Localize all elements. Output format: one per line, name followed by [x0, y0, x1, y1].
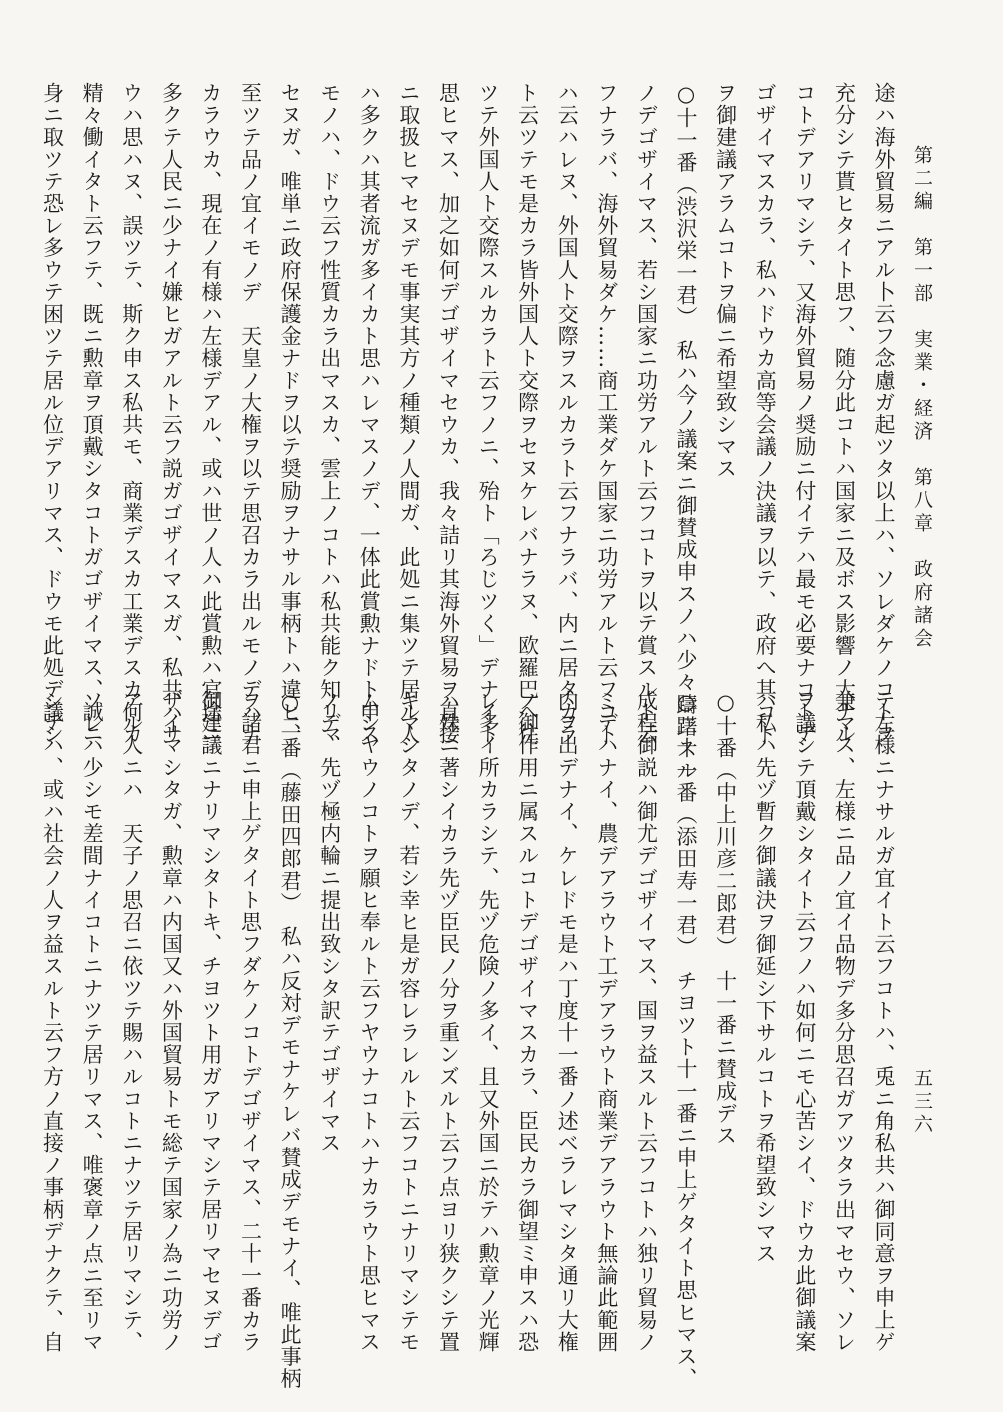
text-column: ヲ諸君ニ申上ゲタイト思フダケノコトデゴザイマス、二十一番カラ	[238, 690, 263, 1353]
text-column: 成程御説ハ御尤デゴザイマス、国ヲ益スルト云フコトハ独リ貿易ノ	[634, 690, 659, 1353]
running-header: 第二編 第一部 実業・経済 第八章 政府諸会	[911, 145, 933, 651]
text-column: ノデ、先ヅ極内輪ニ提出致シタ訳テゴザイマス	[317, 690, 342, 1155]
page-number: 五三六	[911, 1068, 933, 1137]
text-column: ウハ思ハヌ、誤ツテ、斯ク申ス私共モ、商業デスカ工業デスカ何カ	[119, 82, 144, 745]
text-column: カラウカ、現在ノ有様ハ左様デアル、或ハ世ノ人ハ此賞勲ハ官途ニ	[198, 82, 223, 745]
text-column: 兼マス、左様ニ品ノ宜イ品物デ多分思召ガアツタラ出マセウ、ソレ	[832, 690, 857, 1353]
speaker-column: ○十一番（渋沢栄一君） 私ハ今ノ議案ニ御賛成申スノハ少々躊躇スル	[674, 82, 699, 782]
text-column: ト云ツテモ是カラ皆外国人ト交際ヲセヌケレバナラヌ、欧羅巴へ往	[515, 82, 540, 745]
text-column: テ左様ニナサルガ宜イト云フコトハ、兎ニ角私共ハ御同意ヲ申上ゲ	[872, 690, 896, 1353]
bottom-text-block	[40, 690, 903, 1390]
text-column: 多クテ人民ニ少ナイ嫌ヒガアルト云フ説ガゴザイマスガ、私共ハサ	[159, 82, 184, 745]
text-column: ノ御作用ニ属スルコトデゴザイマスカラ、臣民カラ御望ミ申スハ恐	[515, 690, 540, 1353]
text-column: ヲ議シテ頂戴シタイト云フノハ如何ニモ心苦シイ、ドウカ此御議案	[792, 690, 817, 1353]
top-text-block	[40, 82, 903, 782]
text-column: 途ハ海外貿易ニアル卜云フ念慮ガ起ツタ以上ハ、ソレダケノコトヲ	[872, 82, 896, 745]
text-column: ザイマシタガ、勲章ハ内国又ハ外国貿易トモ総テ国家ノ為ニ功労ノ	[159, 690, 184, 1353]
text-column: セヌガ、唯単ニ政府保護金ナドヲ以テ奨励ヲナサル事柄トハ違ヒ、	[278, 82, 303, 745]
text-column: ヲ御建議アラムコトヲ偏ニ希望致シマス	[713, 82, 738, 480]
text-column: ノデゴザイマス、若シ国家ニ功労アルト云フコトヲ以テ賞スルト云	[634, 82, 659, 745]
text-column: 内ヲ出デナイ、ケレドモ是ハ丁度十一番ノ述ベラレマシタ通リ大権	[555, 690, 580, 1353]
text-column: ソレハ少シモ差間ナイコトニナツテ居リマス、唯褒章ノ点ニ至リマ	[80, 690, 105, 1353]
text-column: シテハ、或ハ社会ノ人ヲ益スルト云フ方ノ直接ノ事柄デナクテ、自	[40, 690, 65, 1353]
text-column: ハ私ハ先ヅ暫ク御議決ヲ御延シ下サルコトヲ希望致シマス	[753, 690, 778, 1265]
speaker-column: ○十番（中上川彦二郎君） 十一番ニ賛成デス	[713, 690, 738, 1147]
text-column: レ多イ所カラシテ、先ヅ危険ノ多イ、且又外国ニ於テハ勲章ノ光輝	[476, 690, 501, 1353]
text-column: ミデハナイ、農デアラウト工デアラウト商業デアラウト無論此範囲	[594, 690, 619, 1353]
text-column: ハ多クハ其者流ガ多イカト思ハレマスノデ、一体此賞勲ナドト申ス	[357, 82, 382, 745]
text-column: 充分シテ貰ヒタイト思フ、随分此コトハ国家ニ及ボス影響ノ大ナル	[832, 82, 857, 745]
text-column: ムシヤウノコトヲ願ヒ奉ルト云フヤウナコトハナカラウト思ヒマス	[357, 690, 382, 1353]
text-column: ニ取扱ヒマセヌデモ事実其方ノ種類ノ人間ガ、此処ニ集ツテ居ル人	[396, 82, 421, 745]
text-column: モノハ、ドウ云フ性質カラ出マスカ、雲上ノコトハ私共能ク知リマ	[317, 82, 342, 745]
speaker-column: ○二番（藤田四郎君） 私ハ反対デモナケレバ賛成デモナイ、唯此事柄	[278, 690, 303, 1390]
text-column: フナラバ、海外貿易ダケ……商工業ダケ国家ニ功労アルト云フコト	[594, 82, 619, 745]
text-column: 精々働イタト云フテ、既ニ勲章ヲ頂戴シタコトガゴザイマス、誠ニ	[80, 82, 105, 745]
text-column: ハ云ハレヌ、外国人ト交際ヲスルカラト云フナラバ、内ニ居タカラ	[555, 82, 580, 745]
text-column: コトデアリマシテ、又海外貿易ノ奨励ニ付イテハ最モ必要ナコトデ	[792, 82, 817, 745]
text-column: ハ殊ニ著シイカラ先ヅ臣民ノ分ヲ重ンズルト云フ点ヨリ狭クシテ置	[436, 690, 461, 1353]
text-column: ゴザイマスカラ、私ハドウカ高等会議ノ決議ヲ以テ、政府へ其コト	[753, 82, 778, 745]
text-column: 思ヒマス、加之如何デゴザイマセウカ、我々詰リ其海外貿易ヲ直接	[436, 82, 461, 745]
text-column: ツテ外国人ト交際スルカラト云フノニ、殆ト「ろじツく」デナイト	[476, 82, 501, 745]
text-column: アル人ニハ 天子ノ思召ニ依ツテ賜ハルコトニナツテ居リマシテ、	[119, 690, 144, 1353]
speaker-column: ○二十一番（添田寿一君） チヨツト十一番ニ申上ゲタイト思ヒマス、	[674, 690, 699, 1390]
text-column: キマシタノデ、若シ幸ヒ是ガ容レラレルト云フコトニナリマシテモ	[396, 690, 421, 1353]
text-column: 身ニ取ツテ恐レ多ウテ困ツテ居ル位デアリマス、ドウモ此処デ議シ	[40, 82, 65, 745]
text-column: 至ツテ品ノ宜イモノデ 天皇ノ大権ヲ以テ思召カラ出ルモノデハナ	[238, 82, 263, 745]
text-column: 御建議ニナリマシタトキ、チヨツト用ガアリマシテ居リマセヌデゴ	[198, 690, 223, 1353]
